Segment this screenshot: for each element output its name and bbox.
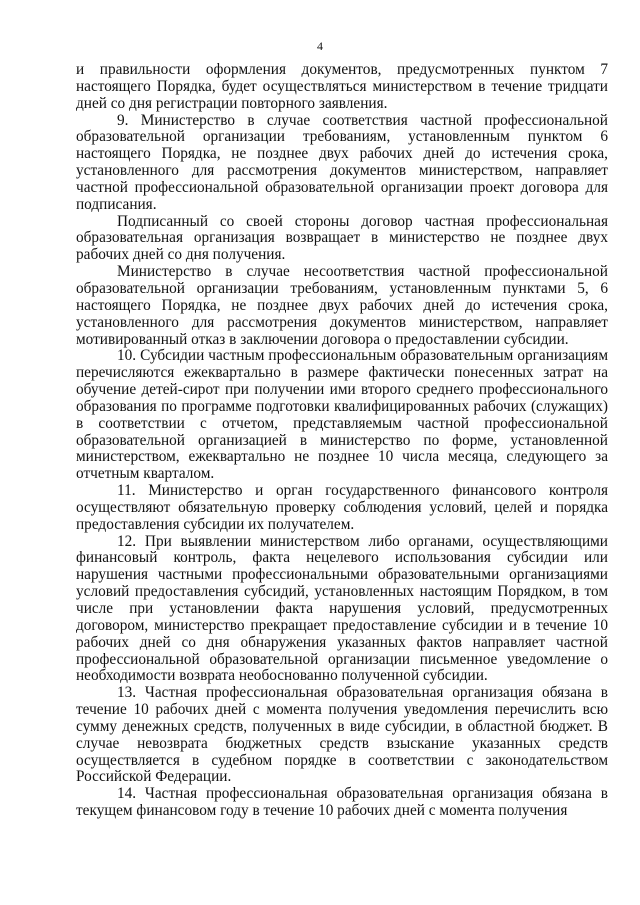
paragraph-item-13: 13. Частная профессиональная образовательная организация обязана в течение 10 рабочих дней с момента получения уведомления перечислить всю сумму денежных средств, полученных в виде субсидии, в областной бюджет. В случае невозврата бюджетных средств взыскание указанных средств осуществляется в судебном порядке в соответствии с законодательством Российской Федерации. [76,684,608,786]
paragraph-refusal: Министерство в случае несоответствия частной профессиональной образовательной организации требованиям, установленным пунктами 5, 6 настоящего Порядка, не позднее двух рабочих дней до истечения срока, установленного для рассмотрения документов министерством, направляет мотивированный отказ в заключении договора о предоставлении субсидии. [76,263,608,348]
paragraph-signed-contract: Подписанный со своей стороны договор частная профессиональная образовательная организация возвращает в министерство не позднее двух рабочих дней со дня получения. [76,212,608,264]
page-number: 4 [317,39,323,53]
paragraph-item-12: 12. При выявлении министерством либо органами, осуществляющими финансовый контроль, факта нецелевого использования субсидии или нарушения частными профессиональными образовательными организациями условий предоставления субсидий, установленных настоящим Порядком, в том числе при установлении факта нарушения условий, предусмотренных договором, министерство прекращает предоставление субсидии и в течение 10 рабочих дней со дня обнаружения указанных фактов направляет частной профессиональной образовательной организации письменное уведомление о необходимости возврата необоснованно полученной субсидии. [76,532,608,685]
paragraph-item-10: 10. Субсидии частным профессиональным образовательным организациям перечисляются ежеквартально в размере фактически понесенных затрат на обучение детей-сирот при получении ими второго среднего профессионального образования по программе подготовки квалифицированных рабочих (служащих) в соответствии с отчетом, представляемым частной профессиональной образовательной организацией в министерство по форме, установленной министерством, ежеквартально не позднее 10 числа месяца, следующего за отчетным кварталом. [76,347,608,483]
paragraph-item-9: 9. Министерство в случае соответствия частной профессиональной образовательной организации требованиям, установленным пунктом 6 настоящего Порядка, не позднее двух рабочих дней до истечения срока, установленного для рассмотрения документов министерством, направляет частной профессиональной образовательной организации проект договора для подписания. [76,111,608,213]
paragraph-item-11: 11. Министерство и орган государственного финансового контроля осуществляют обязательную проверку соблюдения условий, целей и порядка предоставления субсидии их получателем. [76,482,608,533]
document-body [76,62,608,820]
paragraph-item-14: 14. Частная профессиональная образовательная организация обязана в текущем финансовом году в течение 10 рабочих дней с момента получения [76,785,608,820]
paragraph-continuation: и правильности оформления документов, предусмотренных пунктом 7 настоящего Порядка, будет осуществляться министерством в течение тридцати дней со дня регистрации повторного заявления. [76,61,608,112]
